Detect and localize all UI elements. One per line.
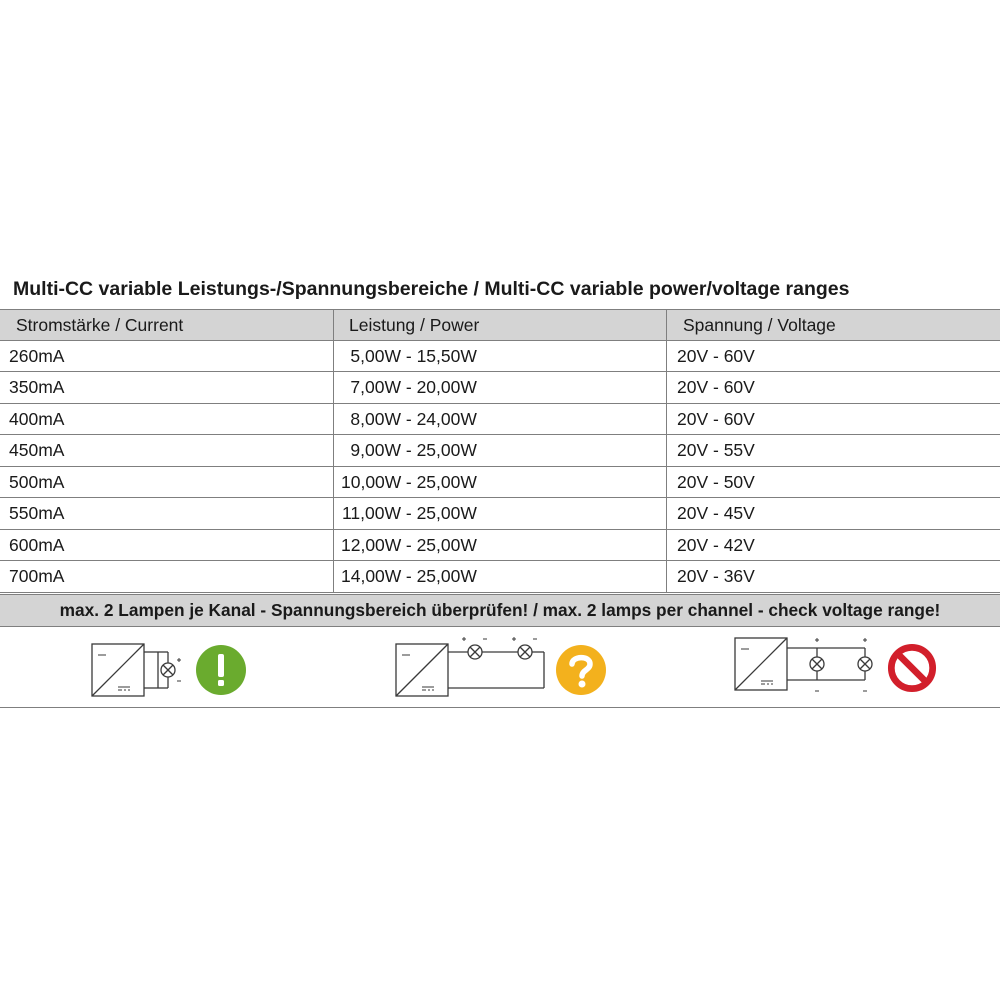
table-row <box>0 530 1000 562</box>
current-cell: 550mA <box>0 498 334 529</box>
driver-parallel-lamps-circuit-icon <box>729 627 889 708</box>
parallel-lamps-diagram <box>729 627 959 708</box>
table-row <box>0 404 1000 436</box>
driver-single-lamp-circuit-icon <box>88 627 188 708</box>
voltage-cell: 20V - 50V <box>677 471 755 492</box>
current-cell: 600mA <box>0 530 334 561</box>
power-cell <box>334 467 667 498</box>
power-min: 14,00W <box>341 566 402 586</box>
power-separator: - <box>401 471 417 492</box>
power-cell <box>334 498 667 529</box>
power-min: 9,00W <box>350 440 401 460</box>
ranges-table <box>0 309 1000 593</box>
power-min: 5,00W <box>350 345 401 366</box>
wiring-diagrams <box>0 627 1000 708</box>
current-cell: 260mA <box>0 341 334 372</box>
table-row <box>0 435 1000 467</box>
power-cell <box>334 372 667 403</box>
driver-series-lamps-circuit-icon <box>392 627 552 708</box>
single-lamp-diagram <box>88 627 268 708</box>
series-lamps-diagram <box>392 627 622 708</box>
voltage-cell: 20V - 42V <box>677 534 755 555</box>
power-max: 15,50W <box>416 345 477 366</box>
current-cell: 500mA <box>0 467 334 498</box>
current-cell: 350mA <box>0 372 334 403</box>
power-cell <box>334 341 667 372</box>
table-row <box>0 341 1000 373</box>
current-cell: 450mA <box>0 435 334 466</box>
power-max: 25,00W <box>416 440 477 460</box>
voltage-cell: 20V - 55V <box>677 440 755 460</box>
prohibited-icon <box>887 643 937 693</box>
table-row <box>0 498 1000 530</box>
exclamation-icon <box>196 645 246 695</box>
power-min: 8,00W <box>350 408 401 429</box>
voltage-cell: 20V - 60V <box>677 377 755 397</box>
table-row <box>0 561 1000 593</box>
power-max: 25,00W <box>416 534 477 555</box>
table-row <box>0 467 1000 499</box>
power-separator: - <box>401 408 417 429</box>
power-separator: - <box>401 345 417 366</box>
power-cell <box>334 530 667 561</box>
voltage-cell: 20V - 60V <box>677 345 755 366</box>
power-separator: - <box>401 377 417 397</box>
power-min: 10,00W <box>341 471 402 492</box>
power-separator: - <box>401 566 417 586</box>
power-max: 25,00W <box>416 471 477 492</box>
power-separator: - <box>401 440 417 460</box>
power-max: 24,00W <box>416 408 477 429</box>
page-title: Multi-CC variable Leistungs-/Spannungsbereiche / Multi-CC variable power/voltage ranges <box>13 278 850 300</box>
voltage-cell: 20V - 45V <box>677 503 755 523</box>
voltage-cell: 20V - 60V <box>677 408 755 429</box>
power-cell <box>334 561 667 592</box>
table-row <box>0 372 1000 404</box>
power-max: 25,00W <box>416 566 477 586</box>
table-body <box>0 341 1000 593</box>
power-cell <box>334 435 667 466</box>
warning-banner: max. 2 Lampen je Kanal - Spannungsbereich überprüfen! / max. 2 lamps per channel - check voltage range! <box>0 594 1000 627</box>
power-max: 25,00W <box>416 503 477 523</box>
power-min: 11,00W <box>341 503 401 523</box>
power-cell <box>334 404 667 435</box>
column-header-power: Leistung / Power <box>334 310 667 340</box>
question-icon <box>556 645 606 695</box>
column-header-current: Stromstärke / Current <box>0 310 334 340</box>
table-header-row <box>0 309 1000 341</box>
power-min: 7,00W <box>350 377 401 397</box>
power-min: 12,00W <box>341 534 402 555</box>
power-separator: - <box>401 503 417 523</box>
power-separator: - <box>401 534 417 555</box>
current-cell: 700mA <box>0 561 334 592</box>
voltage-cell: 20V - 36V <box>677 566 755 586</box>
column-header-voltage: Spannung / Voltage <box>683 315 836 335</box>
current-cell: 400mA <box>0 404 334 435</box>
power-max: 20,00W <box>416 377 477 397</box>
